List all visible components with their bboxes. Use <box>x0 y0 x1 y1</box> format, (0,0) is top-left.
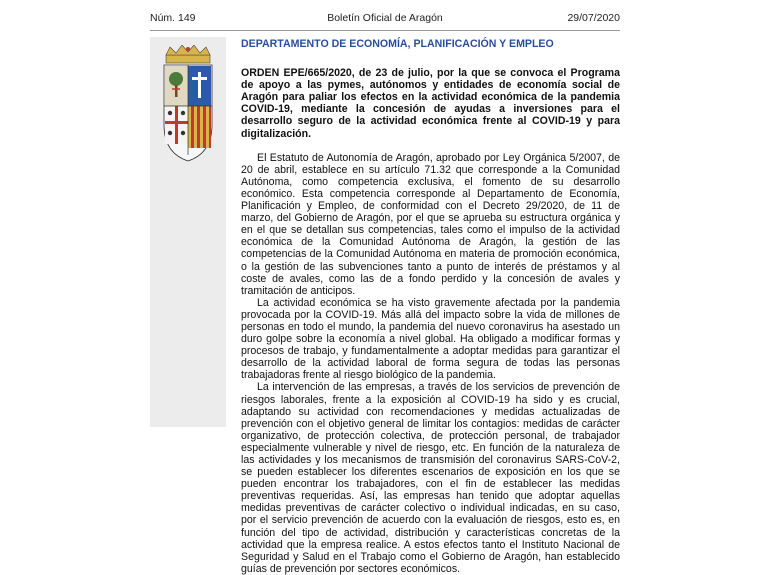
bulletin-date: 29/07/2020 <box>567 12 620 24</box>
order-title: ORDEN EPE/665/2020, de 23 de julio, por la que se convoca el Programa de apoyo a las pymes, autónomos y entidades de economía social de Aragón para paliar los efectos en la actividad económica de la pandemia COVID-19, mediante la concesión de ayudas a inversiones para el desarrollo seguro de la actividad económica frente al COVID-19 y para digitalización. <box>241 67 620 140</box>
aragon-coat-of-arms-icon <box>158 45 218 163</box>
header-divider <box>150 30 620 31</box>
paragraph: La intervención de las empresas, a través de los servicios de prevención de riesgos laborales, frente a la exposición al COVID-19 ha sido y es crucial, adaptando su actividad con recomendaciones y medidas actualizadas de prevención con el objetivo general de limitar los contagios: medidas de carácter organizativo, de protección colectiva, de protección personal, de trabajador especialmente vulnerable y nivel de riesgo, etc. En función de la naturaleza de las actividades y los mecanismos de transmisión del coronavirus SARS-CoV-2, se pueden establecer los diferentes escenarios de exposición en los que se pueden encontrar los trabajadores, con el fin de establecer las medidas preventivas requeridas. Así, las empresas han tenido que adoptar aquellas medidas preventivas de carácter colectivo o individual indicadas, en su caso, por el servicio prevención de acuerdo con la evaluación de riesgos, esto es, en función del tipo de actividad, distribución y características concretas de la actividad que la empresa realice. A estos efectos tanto el Instituto Nacional de Seguridad y Salud en el Trabajo como el Gobierno de Aragón, han establecido guías de prevención por sectores económicos. <box>241 381 620 575</box>
paragraph: La actividad económica se ha visto gravemente afectada por la pandemia provocada por la COVID-19. Más allá del impacto sobre la vida de millones de personas en todo el mundo, la pandemia del nuevo coronavirus ha asestado un duro golpe sobre la economía a nivel global. Ha obligado a modificar formas y procesos de trabajo, y fundamentalmente a adoptar medidas para garantizar el desarrollo de la actividad laboral de forma segura de todas las personas trabajadoras frente al riesgo biológico de la pandemia. <box>241 296 620 382</box>
department-heading: DEPARTAMENTO DE ECONOMÍA, PLANIFICACIÓN Y EMPLEO <box>241 38 554 50</box>
bulletin-title: Boletín Oficial de Aragón <box>327 12 443 24</box>
coat-of-arms-panel <box>150 37 226 427</box>
paragraph: El Estatuto de Autonomía de Aragón, aprobado por Ley Orgánica 5/2007, de 20 de abril, establece en su artículo 71.32 que corresponde a la Comunidad Autónoma, como competencia exclusiva, el fomento de su desarrollo económico. Esta competencia corresponde al Departamento de Economía, Planificación y Empleo, de conformidad con el Decreto 29/2020, de 11 de marzo, del Gobierno de Aragón, por el que se aprueba su estructura orgánica y en el que se detallan sus competencias, tales como el impulso de la actividad económica de la Comunidad Autónoma de Aragón, la gestión de las competencias de la Comunidad Autónoma en materia de promoción económica, o la gestión de las subvenciones tanto a punto de interés de préstamos y al coste de avales, como las de a fondo perdido y la concesión de avales y tramitación de anticipos. <box>241 151 620 297</box>
bulletin-number: Núm. 149 <box>150 12 196 24</box>
document-body <box>241 37 620 575</box>
page-header <box>150 12 620 28</box>
